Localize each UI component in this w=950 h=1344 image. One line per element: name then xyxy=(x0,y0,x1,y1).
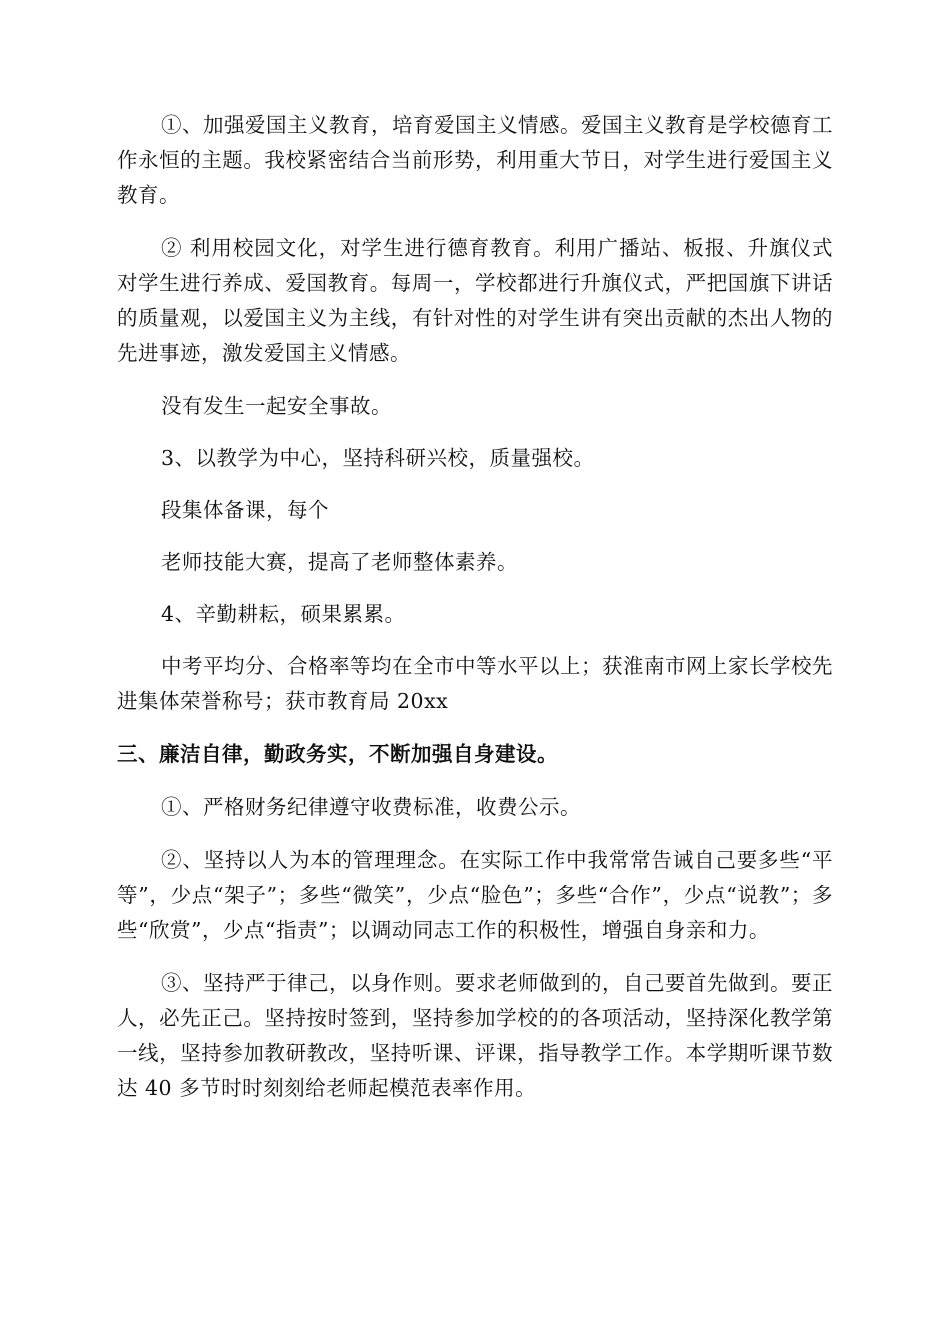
section-heading: 三、廉洁自律，勤政务实，不断加强自身建设。 xyxy=(117,742,558,766)
paragraph-safety: 没有发生一起安全事故。 xyxy=(161,394,392,418)
paragraph-self-discipline: ③、坚持严于律己，以身作则。要求老师做到的，自己要首先做到。要正人，必先正己。坚持按时签到，坚持参加学校的的各项活动，坚持深化教学第一线，坚持参加教研教改，坚持听课、评课，指导教学工作。本学期听课节数达 40 多节时时刻刻给老师起模范表率作用。 xyxy=(117,971,833,1100)
paragraph-lesson-prep: 段集体备课，每个 xyxy=(161,498,329,522)
paragraph-people-oriented: ②、坚持以人为本的管理理念。在实际工作中我常常告诫自己要多些“平等”，少点“架子”；多些“微笑”，少点“脸色”；多些“合作”，少点“说教”；多些“欣赏”，少点“指责”；以调动同志工作的积极性，增强自身亲和力。 xyxy=(117,848,833,942)
paragraph-teaching-center: 3、以教学为中心，坚持科研兴校，质量强校。 xyxy=(161,446,595,470)
paragraph-patriotic-education: ①、加强爱国主义教育，培育爱国主义情感。爱国主义教育是学校德育工作永恒的主题。我校紧密结合当前形势，利用重大节日，对学生进行爱国主义教育。 xyxy=(117,113,833,207)
paragraph-financial-discipline: ①、严格财务纪律遵守收费标准，收费公示。 xyxy=(161,795,581,819)
document-page xyxy=(117,108,833,1124)
paragraph-campus-culture: ② 利用校园文化，对学生进行德育教育。利用广播站、板报、升旗仪式对学生进行养成、爱国教育。每周一，学校都进行升旗仪式，严把国旗下讲话的质量观，以爱国主义为主线，有针对性的对学生讲有突出贡献的杰出人物的先进事迹，激发爱国主义情感。 xyxy=(117,236,833,365)
paragraph-exam-results: 中考平均分、合格率等均在全市中等水平以上；获淮南市网上家长学校先进集体荣誉称号；获市教育局 20xx xyxy=(117,654,833,713)
paragraph-teacher-skills: 老师技能大赛，提高了老师整体素养。 xyxy=(161,550,518,574)
paragraph-achievements: 4、辛勤耕耘，硕果累累。 xyxy=(161,602,406,626)
